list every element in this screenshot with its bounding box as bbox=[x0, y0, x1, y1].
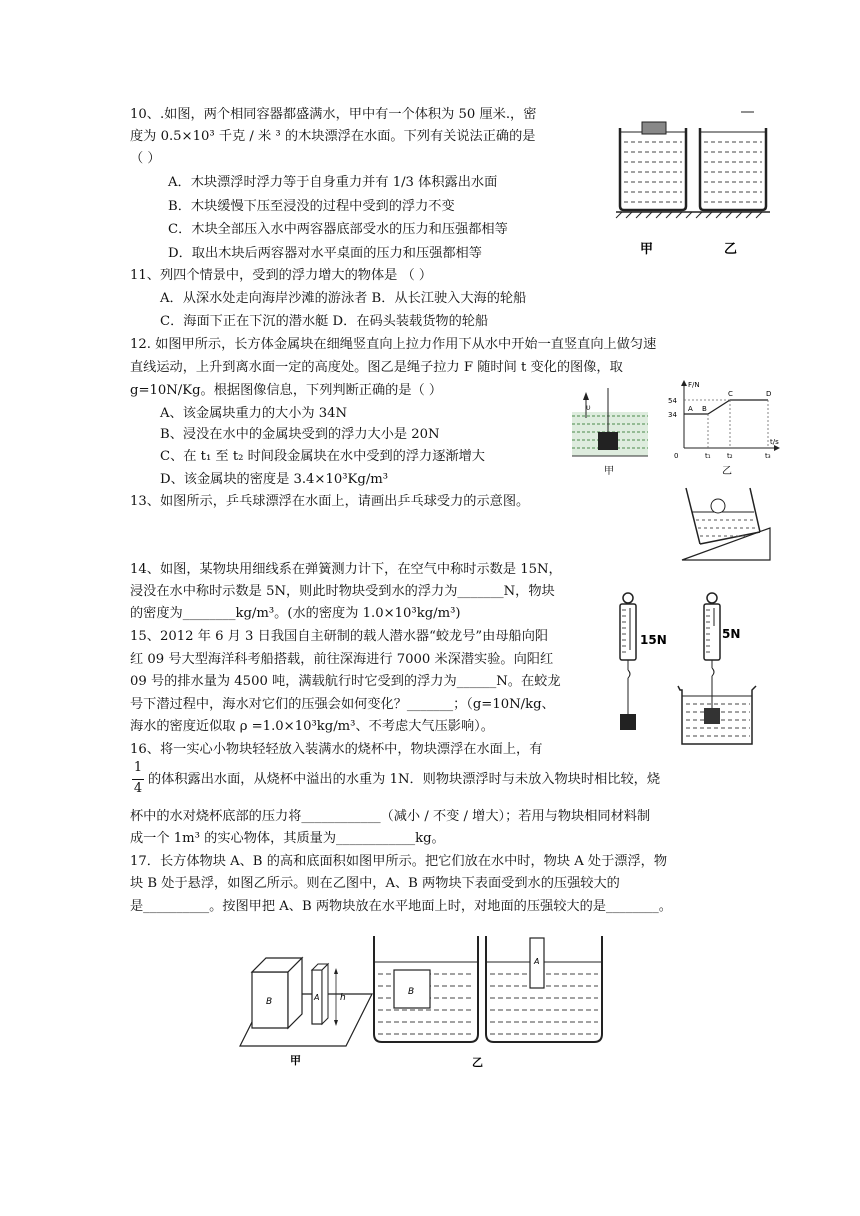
q14-figure-spring-scales bbox=[612, 590, 772, 750]
q17-fig-yi-a: A bbox=[534, 957, 540, 966]
q15-line-2: 红 09 号大型海洋科考船搭载，前往深海进行 7000 米深潜实验。向阳红 bbox=[130, 652, 554, 667]
q12-graph-t2: t₂ bbox=[727, 452, 733, 460]
q17-label-jia: 甲 bbox=[290, 1054, 301, 1067]
q12-graph bbox=[666, 378, 786, 478]
q13-figure-incline bbox=[680, 482, 776, 564]
q14-line-3: 的密度为________kg/m³。(水的密度为 1.0×10³kg/m³) bbox=[130, 606, 461, 621]
q10-label-yi: 乙 bbox=[724, 242, 738, 257]
q12-graph-t1: t₁ bbox=[705, 452, 711, 460]
q17-fig-jia-b: B bbox=[266, 997, 273, 1007]
q12-line-3: g=10N/Kg。根据图像信息，下列判断正确的是（ ） bbox=[130, 383, 443, 398]
q17-line-2: 块 B 处于悬浮，如图乙所示。则在乙图中，A、B 两物块下表面受到水的压强较大的 bbox=[130, 876, 620, 891]
q12-graph-tick-54: 54 bbox=[668, 397, 677, 405]
q10-option-c: C．木块全部压入水中两容器底部受水的压力和压强都相等 bbox=[168, 222, 508, 237]
q12-graph-tick-34: 34 bbox=[668, 411, 677, 419]
q15-line-1: 15、2012 年 6 月 3 日我国自主研制的载人潜水器“蛟龙号”由母船向阳 bbox=[130, 629, 549, 644]
q12-option-c: C、在 t₁ 至 t₂ 时间段金属块在水中受到的浮力逐渐增大 bbox=[160, 449, 485, 464]
q13-line-1: 13、如图所示，乒乓球漂浮在水面上，请画出乒乓球受力的示意图。 bbox=[130, 494, 530, 509]
q10-line-3: （ ） bbox=[130, 151, 161, 166]
q12-graph-origin: 0 bbox=[674, 452, 679, 460]
q16-fraction-denominator: 4 bbox=[133, 781, 143, 796]
q10-option-d: D．取出木块后两容器对水平桌面的压力和压强都相等 bbox=[168, 246, 482, 261]
q17-label-yi: 乙 bbox=[472, 1056, 483, 1069]
q12-graph-x-label: t/s bbox=[770, 438, 779, 446]
q10-line-2: 度为 0.5×10³ 千克 / 米 ³ 的木块漂浮在水面。下列有关说法正确的是 bbox=[130, 129, 536, 144]
q12-graph-y-label: F/N bbox=[688, 381, 700, 389]
q11-options-cd: C．海面下正在下沉的潜水艇 D．在码头装载货物的轮船 bbox=[160, 314, 489, 329]
q17-fig-yi-b: B bbox=[408, 987, 415, 997]
q10-option-a: A．木块漂浮时浮力等于自身重力并有 1/3 体积露出水面 bbox=[168, 175, 498, 190]
q14-line-1: 14、如图，某物块用细线系在弹簧测力计下，在空气中称时示数是 15N， bbox=[130, 562, 562, 577]
q12-option-a: A、该金属块重力的大小为 34N bbox=[160, 406, 348, 421]
q14-label-5n: 5N bbox=[722, 627, 741, 641]
q16-line-3: 杯中的水对烧杯底部的压力将____________（减小 / 不变 / 增大）；若用与物块相同材料制 bbox=[130, 809, 651, 824]
q12-graph-t3: t₃ bbox=[765, 452, 771, 460]
q16-fraction-numerator: 1 bbox=[133, 760, 143, 775]
q12-line-1: 12. 如图甲所示，长方体金属块在细绳竖直向上拉力作用下从水中开始一直竖直向上做匀速 bbox=[130, 337, 657, 352]
q17-line-3: 是__________。按图甲把 A、B 两物块放在水平地面上时，对地面的压强较大的是________。 bbox=[130, 899, 672, 914]
q15-line-5: 海水的密度近似取 ρ =1.0×10³kg/m³、不考虑大气压影响）。 bbox=[130, 719, 494, 734]
q16-line-4: 成一个 1m³ 的实心物体，其质量为____________kg。 bbox=[130, 831, 445, 846]
q12-label-jia: 甲 bbox=[604, 466, 614, 477]
q10-line-1: 10、.如图，两个相同容器都盛满水，甲中有一个体积为 50 厘米.，密 bbox=[130, 107, 537, 122]
q12-graph-point-c: C bbox=[728, 390, 733, 398]
q15-line-4: 号下潜过程中，海水对它们的压强会如何变化？_______；（g=10N/kg、 bbox=[130, 697, 555, 712]
q12-figure-jia bbox=[568, 378, 654, 478]
q17-figure bbox=[238, 934, 608, 1074]
q17-fig-h: h bbox=[340, 993, 346, 1003]
q17-line-1: 17．长方体物块 A、B 的高和底面积如图甲所示。把它们放在水中时，物块 A 处于漂浮，物 bbox=[130, 854, 668, 869]
q12-graph-line bbox=[684, 400, 768, 414]
q16-line-2: 的体积露出水面，从烧杯中溢出的水重为 1N．则物块漂浮时与未放入物块时相比较，烧 bbox=[148, 772, 661, 787]
q12-label-yi: 乙 bbox=[722, 466, 732, 477]
q12-line-2: 直线运动，上升到离水面一定的高度处。图乙是绳子拉力 F 随时间 t 变化的图像，取 bbox=[130, 360, 623, 375]
q11-line-1: 11、列四个情景中，受到的浮力增大的物体是 （ ） bbox=[130, 268, 433, 283]
q10-figure-containers bbox=[612, 108, 772, 268]
q15-line-3: 09 号的排水量为 4500 吨，满载航行时它受到的浮力为______N。在蛟龙 bbox=[130, 674, 561, 689]
q14-line-2: 浸没在水中称时示数是 5N，则此时物块受到水的浮力为_______N，物块 bbox=[130, 584, 555, 599]
q10-label-jia: 甲 bbox=[640, 242, 654, 257]
q14-label-15n: 15N bbox=[640, 633, 667, 647]
q12-graph-point-d: D bbox=[766, 390, 772, 398]
q12-option-d: D、该金属块的密度是 3.4×10³Kg/m³ bbox=[160, 472, 389, 487]
q16-fraction-bar bbox=[132, 779, 144, 780]
q12-option-b: B、浸没在水中的金属块受到的浮力大小是 20N bbox=[160, 427, 440, 442]
svg-text:υ: υ bbox=[586, 403, 591, 412]
q12-graph-point-b: B bbox=[702, 405, 707, 413]
q12-graph-point-a: A bbox=[688, 405, 693, 413]
q16-line-1: 16、将一实心小物块轻轻放入装满水的烧杯中，物块漂浮在水面上，有 bbox=[130, 742, 543, 757]
q11-options-ab: A．从深水处走向海岸沙滩的游泳者 B．从长江驶入大海的轮船 bbox=[160, 291, 527, 306]
q17-fig-jia-a: A bbox=[314, 993, 320, 1002]
q10-option-b: B．木块缓慢下压至浸没的过程中受到的浮力不变 bbox=[168, 199, 455, 214]
